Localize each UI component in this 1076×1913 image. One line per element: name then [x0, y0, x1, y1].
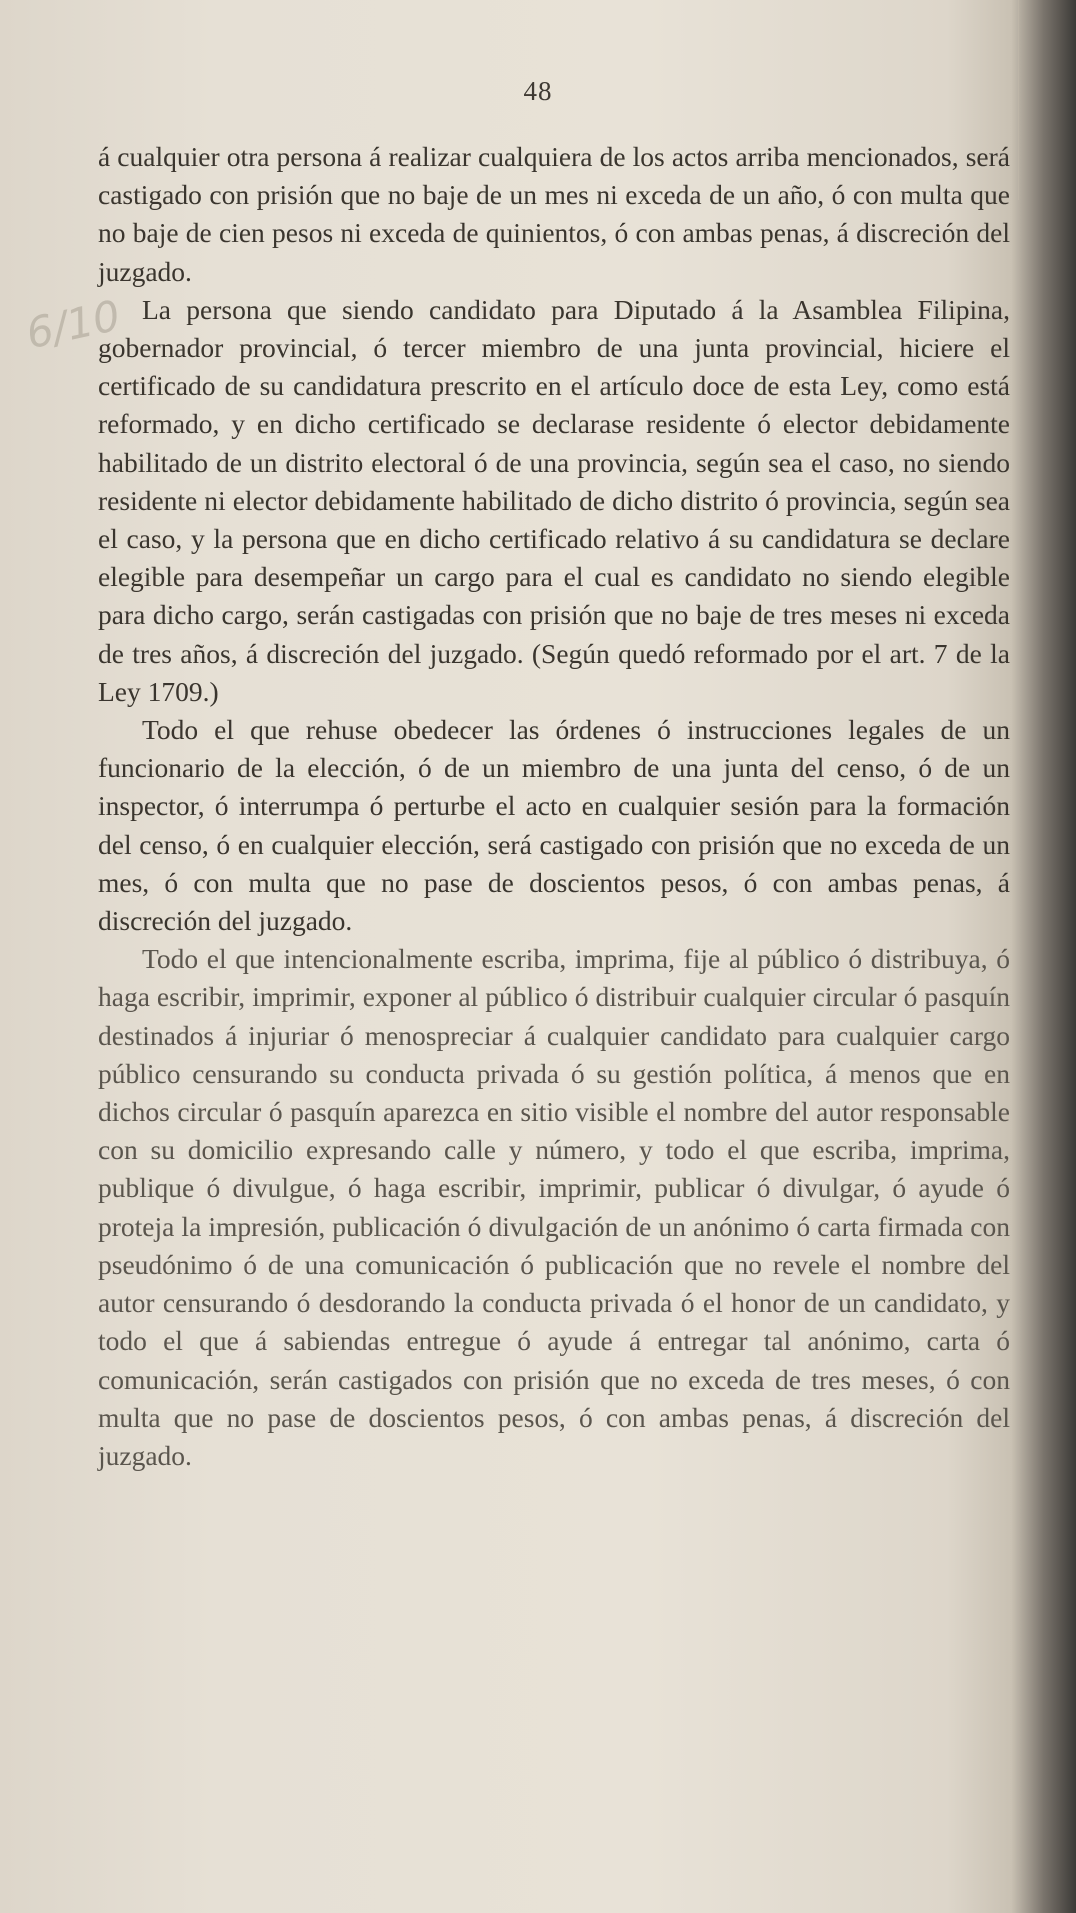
paragraph-continuation: á cualquier otra persona á realizar cualquiera de los actos arriba mencionados, será castigado con prisión que no baje de un mes ni exceda de un año, ó con multa que no baje de cien pesos ni exceda de quinientos, ó con ambas penas, á discreción del juzgado.	[98, 141, 1010, 287]
paragraph-candidate-certificate: La persona que siendo candidato para Diputado á la Asamblea Filipina, gobernador provincial, ó tercer miembro de una junta provincial, hiciere el certificado de su candidatura prescrito en el artículo doce de esta Ley, como está reformado, y en dicho certificado se declarase residente ó elector debidamente habilitado de un distrito electoral ó de una provincia, según sea el caso, no siendo residente ni elector debidamente habilitado de dicho distrito ó provincia, según sea el caso, y la persona que en dicho certificado relativo á su candidatura se declare elegible para desempeñar un cargo para el cual es candidato no siendo elegible para dicho cargo, serán castigadas con prisión que no baje de tres meses ni exceda de tres años, á discreción del juzgado. (Según quedó reformado por el art. 7 de la Ley 1709.)	[98, 293, 1010, 707]
handwritten-margin-note: 6/10	[21, 290, 125, 359]
paragraph-anonymous-publications: Todo el que intencionalmente escriba, imprima, fije al público ó distribuya, ó haga escribir, imprimir, exponer al público ó distribuir cualquier circular ó pasquín destinados á injuriar ó menospreciar á cualquier candidato para cualquier cargo público censurando su conducta privada ó su gestión política, á menos que en dichos circular ó pasquín aparezca en sitio visible el nombre del autor responsable con su domicilio expresando calle y número, y todo el que escriba, imprima, publique ó divulgue, ó haga escribir, imprimir, publicar ó divulgar, ó ayude ó proteja la impresión, publicación ó divulgación de un anónimo ó carta firmada con pseudónimo ó de una comunicación ó publicación que no revele el nombre del autor censurando ó desdorando la conducta privada ó el honor de un candidato, y todo el que á sabiendas entregue ó ayude á entregar tal anónimo, carta ó comunicación, serán castigados con prisión que no exceda de tres meses, ó con multa que no pase de doscientos pesos, ó con ambas penas, á discreción del juzgado.	[98, 943, 1010, 1471]
paragraph-disobey-orders: Todo el que rehuse obedecer las órdenes ó instrucciones legales de un funcionario de la elección, ó de un miembro de una junta del censo, ó de un inspector, ó interrumpa ó perturbe el acto en cualquier sesión para la formación del censo, ó en cualquier elección, será castigado con prisión que no exceda de un mes, ó con multa que no pase de doscientos pesos, ó con ambas penas, á discreción del juzgado.	[98, 714, 1010, 937]
page-number: 48	[523, 76, 553, 106]
body-text	[98, 138, 1010, 1475]
